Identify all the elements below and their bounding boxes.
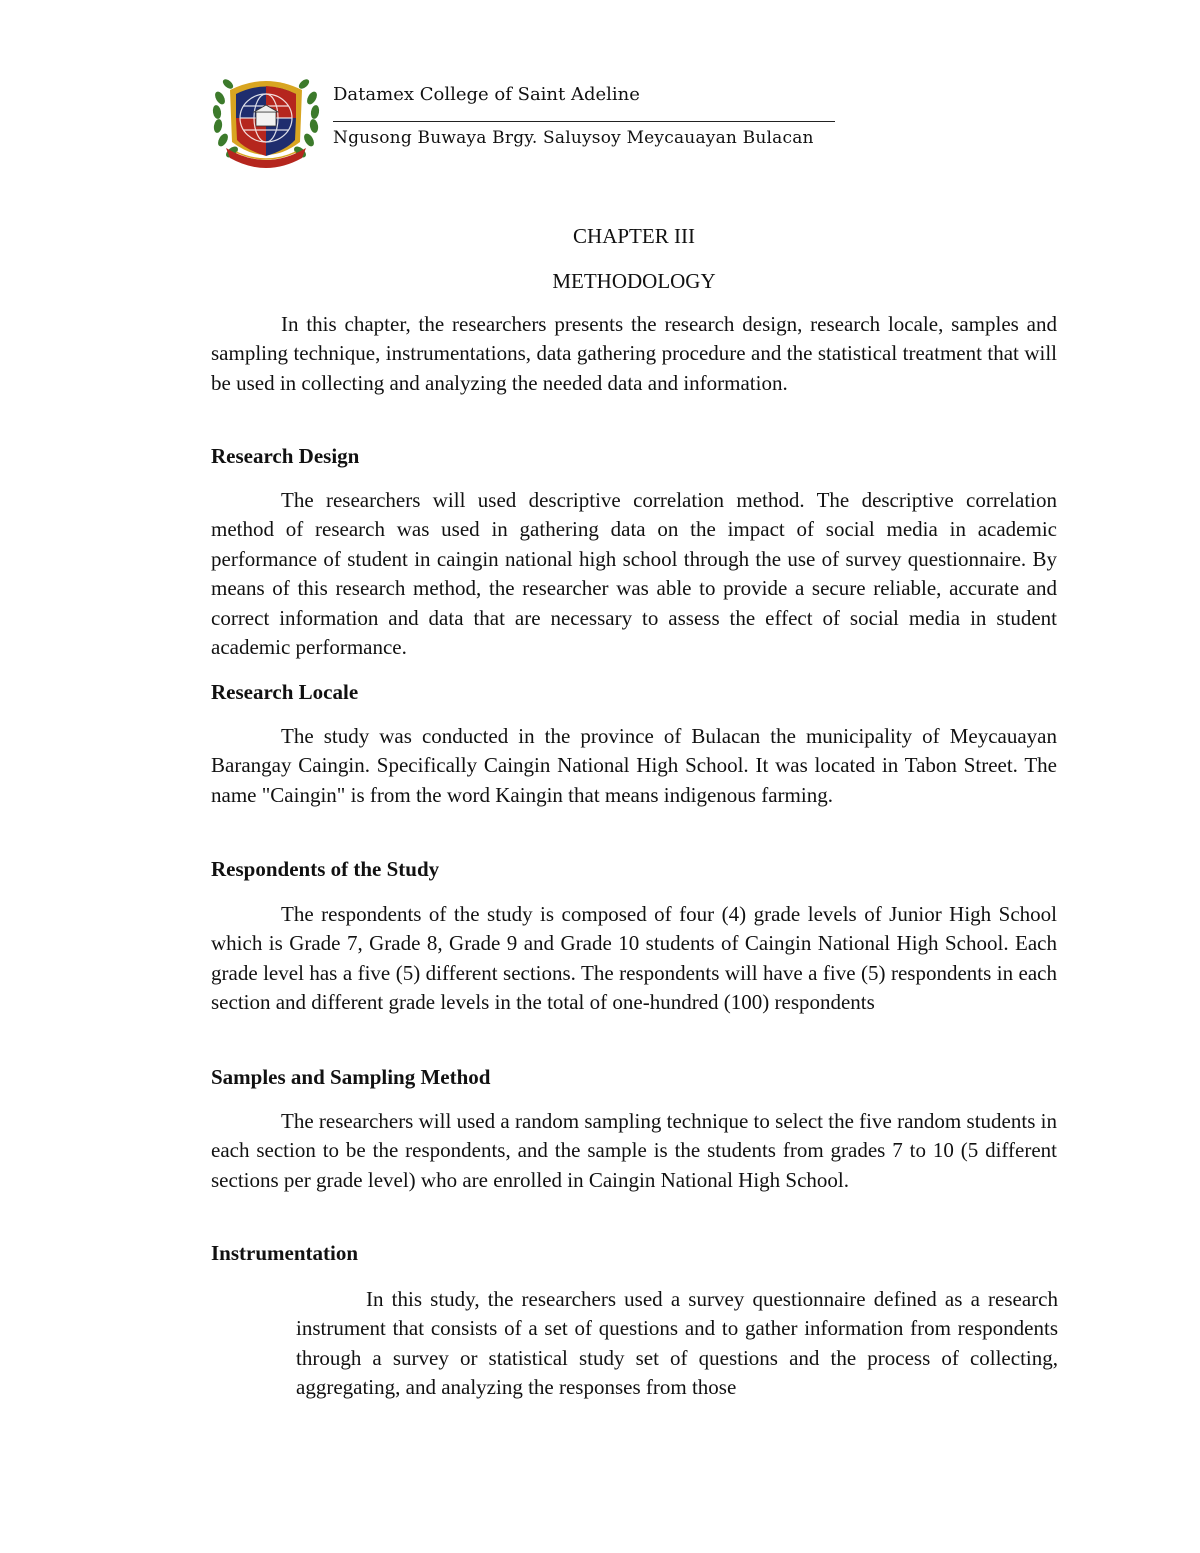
research-locale-paragraph: The study was conducted in the province of Bulacan the municipality of Meycauayan Barangay Caingin. Specifically Caingin National High School. It was located in Tabon Street. The name "Caingin" is from the word Kaingin that means indigenous farming. [211,724,1057,807]
header-divider [333,121,835,122]
sampling-heading: Samples and Sampling Method [211,1065,491,1089]
instrumentation-paragraph: In this study, the researchers used a survey questionnaire defined as a research instrument that consists of a set of questions and to gather information from respondents through a survey or statistical study set of questions and the process of collecting, aggregating, and analyzing the responses from those [296,1287,1058,1400]
research-locale-heading: Research Locale [211,680,359,704]
instrumentation-heading: Instrumentation [211,1241,359,1265]
sampling-paragraph: The researchers will used a random sampling technique to select the five random students in each section to be the respondents, and the sample is the students from grades 7 to 10 (5 different sections per grade level) who are enrolled in Caingin National High School. [211,1109,1057,1192]
college-address: Ngusong Buwaya Brgy. Saluysoy Meycauayan Bulacan [333,128,814,148]
research-design-heading: Research Design [211,444,360,468]
respondents-heading: Respondents of the Study [211,857,440,881]
research-design-paragraph: The researchers will used descriptive correlation method. The descriptive correlation method of research was used in gathering data on the impact of social media in academic performance of student in caingin national high school through the use of survey questionnaire. By means of this research method, the researcher was able to provide a secure reliable, accurate and correct information and data that are necessary to assess the effect of social media in student academic performance. [211,488,1057,660]
chapter-title: METHODOLOGY [552,269,716,293]
respondents-paragraph: The respondents of the study is composed of four (4) grade levels of Junior High School which is Grade 7, Grade 8, Grade 9 and Grade 10 students of Caingin National High School. Each grade level has a five (5) different sections. The respondents will have a five (5) respondents in each section and different grade levels in the total of one-hundred (100) respondents [211,902,1057,1015]
college-name: Datamex College of Saint Adeline [333,84,640,105]
college-seal-icon [210,68,322,172]
chapter-number: CHAPTER III [573,224,695,248]
intro-paragraph: In this chapter, the researchers presents the research design, research locale, samples and sampling technique, instrumentations, data gathering procedure and the statistical treatment that will be used in collecting and analyzing the needed data and information. [211,312,1057,395]
